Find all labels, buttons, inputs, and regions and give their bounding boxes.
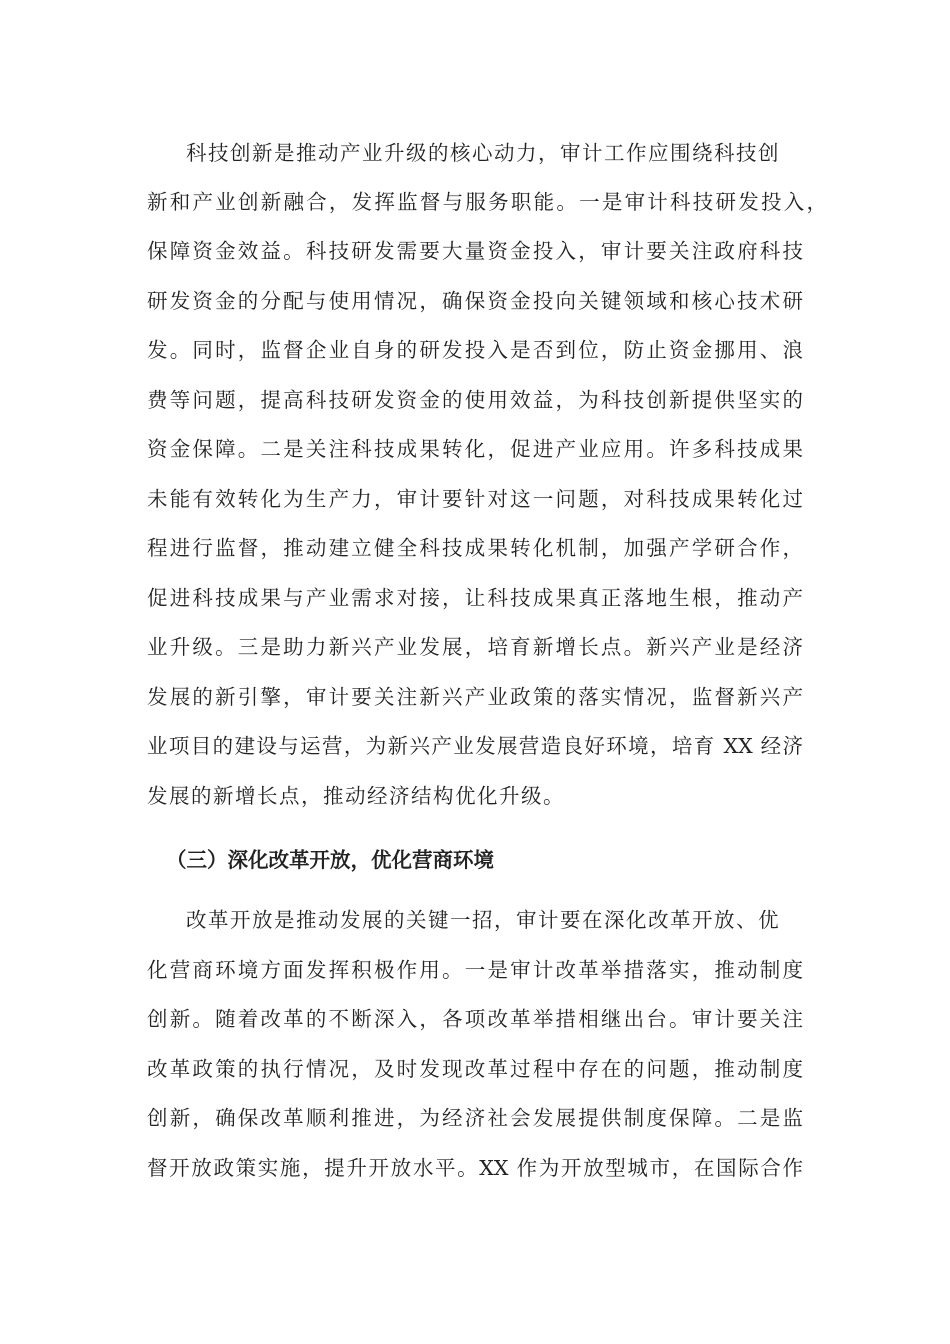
text-line: 发。同时，监督企业自身的研发投入是否到位，防止资金挪用、浪 [147, 338, 803, 362]
text-line: 改革开放是推动发展的关键一招，审计要在深化改革开放、优 [186, 908, 780, 932]
text-line: 促进科技成果与产业需求对接，让科技成果真正落地生根，推动产 [147, 586, 803, 610]
text-line: 创新，确保改革顺利推进，为经济社会发展提供制度保障。二是监 [147, 1106, 803, 1130]
text-line: 化营商环境方面发挥积极作用。一是审计改革举措落实，推动制度 [147, 958, 803, 982]
text-line: 保障资金效益。科技研发需要大量资金投入，审计要关注政府科技 [147, 239, 803, 263]
text-line: 业升级。三是助力新兴产业发展，培育新增长点。新兴产业是经济 [147, 635, 803, 659]
section-heading: （三）深化改革开放，优化营商环境 [166, 848, 494, 872]
text-line: 资金保障。二是关注科技成果转化，促进产业应用。许多科技成果 [147, 437, 803, 461]
text-line: 改革政策的执行情况，及时发现改革过程中存在的问题，推动制度 [147, 1057, 803, 1081]
text-line: 督开放政策实施，提升开放水平。XX 作为开放型城市，在国际合作 [147, 1156, 803, 1180]
text-line: 创新。随着改革的不断深入，各项改革举措相继出台。审计要关注 [147, 1007, 803, 1031]
text-line: 发展的新增长点，推动经济结构优化升级。 [147, 784, 565, 808]
text-line: 科技创新是推动产业升级的核心动力，审计工作应围绕科技创 [186, 141, 780, 165]
text-line: 新和产业创新融合，发挥监督与服务职能。一是审计科技研发投入， [147, 190, 827, 214]
text-line: 发展的新引擎，审计要关注新兴产业政策的落实情况，监督新兴产 [147, 685, 803, 709]
text-line: 业项目的建设与运营，为新兴产业发展营造良好环境，培育 XX 经济 [147, 734, 803, 758]
text-line: 未能有效转化为生产力，审计要针对这一问题，对科技成果转化过 [147, 487, 803, 511]
text-line: 程进行监督，推动建立健全科技成果转化机制，加强产学研合作， [147, 536, 803, 560]
text-line: 费等问题，提高科技研发资金的使用效益，为科技创新提供坚实的 [147, 388, 803, 412]
text-line: 研发资金的分配与使用情况，确保资金投向关键领域和核心技术研 [147, 289, 803, 313]
